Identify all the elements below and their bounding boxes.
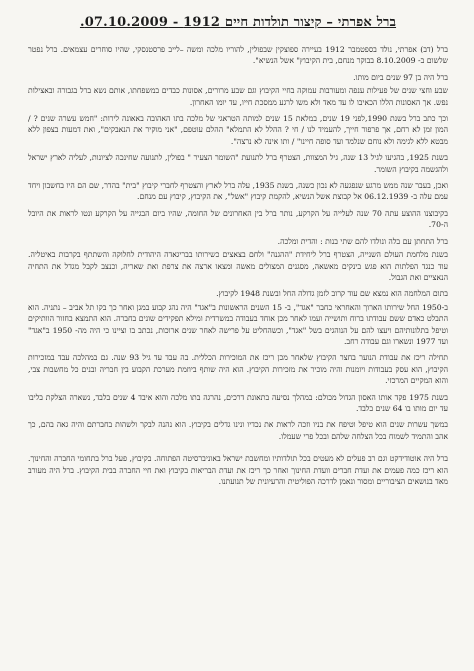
paragraph-birth: ברל (דב) אפרתי, נולד בספטמבר 1912 בעיירה ספוצקין שבפולין, להוריו מלכה ומשה –לייב פרסטנסקי, שהיו סוחרים עצמאים. ברל נפטר שלשום ב- 8.10.2009 בבוקר מנחם, בית הקיבוץ" אשל הנשיא". xyxy=(28,45,448,66)
paragraph-life-summary: שבע וחצי שנים של פעילות ענפה ומעורבות עמוקה בחיי הקיבוץ וגם שבע מרורים, אסונות כבדים במשפחתו, אותם נשא ברל בגבורה ובאצילות נפש. אך האסונות הללו הכאיבו לו עד מאד ולא משו לרגע ממסכת חייו, עד יומו האחרון. xyxy=(28,86,448,107)
paragraph-youth-movement: בשנת 1925, בהגיעו לגיל 13 שנה, גיל המצוות, הצטרף ברל לתנועת "השומר הצעיר " בפולין, לתנועה שחינכה לציונות, לעליה לארץ ישראל ולהגשמה בקיבוץ השומר. xyxy=(28,153,448,174)
paragraph-aliyah: ואכן, בעבר שנה ממש מרגע שנפגעה לא נכון כשנה, בשנת 1935, עלה ברל לארץ והצטרף לחברי קיבוץ "בית" בהדר, שם הם היו בחשבון ויחד עמם עלה ב- 06.12.1939 אל קבוצת אשל הנשיא, להקמת קיבוץ "אשל", את הקיבוץ, קיבוץ עם מנחם. xyxy=(28,181,448,202)
paragraph-wwii: בשנת מלחמת העולם השנייה, הצטרף ברל ליחידת "ההגנה" ולחם בצאצים כשירותו בבריגאדה היהודית לחלוקה והשתתף בקרבות באיטליה. עוד כנגד הפלתות הוא פגש בינקים מאשאה, מסגנים המצולים מאשה ומצאו ארצה את צרפת ואת שאריה, וכנצב לקבל מגדל את התחיה הנאציים ואת הגבול. xyxy=(28,250,448,282)
paragraph-age: ברל היה בן 97 שנים ביום מותו. xyxy=(353,72,448,82)
paragraph-1975: בשנת 1975 פקד אותו האסון הגדול מכולם: במהלך נסיעה בתאונת דרכים, נהרגה בתו מלכה והוא איבד 4 שנים בלבד, נשארה הצלקת בליבו עד יום מותו בו 64 שנים בלבד. xyxy=(28,392,449,413)
paragraph-post-war: בתום המלחמה הוא נמצא שם עוד קרוב לזמן גדולה החל ובשנת 1948 לקיבוץ. xyxy=(216,289,448,299)
paragraph-family: ברל התחתן עם בלה ונולדו להם שתי בנות : והדית ומלכה. xyxy=(277,236,448,246)
paragraph-secretariat: תחילה ריכז את עבודת הנוער בחצר הקיבוץ שלאחר מכן ריכז את המוכירות הכללית. בה עבד עד גיל 93 שנה. גם במהלכה עבד במזכירות הקיבוץ, הוא עסק בעבודות ויומנות והיה מוכיר את מזכירות הקיבוץ. הוא היה שותף ביוזמת מערכת הקבוע בין חבריה ובנים כל מחשבות צבי, והוא המקיים המרכזי. xyxy=(28,353,448,386)
paragraph-1990-writing: וכך כתב ברל בשנת 1990,לפני 19 שנים, במלאת 15 שנים למותה הטראגי של מלכה בתו האהובה באאונה לירות: "חמש עשרה שנים ? / המון זמן לא רחם, אך פרפור חייך, להעמיד לנו / חי ? ההלל לא התמלא" ההלם עוטפם, "אני מוקיר את הנאבקים", ואת דמעות בצפון ללא מבטא ללא לגימה ולא נוחם שנלמד ועד סופה חיינו" / ותו אינה לא נרצה". xyxy=(28,114,448,146)
paragraph-autodidact: ברל היה אוטודידקט וגם רב פעלים לא מעטים בכל תולדותיו ומחשבת ישראל באוניברסיטה הפתוחה. בקיבוץ, פעל ברל בתחומי החברה והחינוך. הוא ריכז כמה פעמים את ועדת חברים וועדת החינוך ואחר כך ריכז את ועדת הבריאות בקיבוץ ואת חיי החברה בבית הקיבוץ. ברל היה מעורב מאד בנושאים הציבוריים ומסור ונאמן לדרכה הפוליטית והרעיונית של תנועתנו. xyxy=(28,454,448,486)
paragraph-egged: ב-1950 החל שירותו הארוך והאחראי כחבר "אגד", ב- 15 השנים הראשונות ב"אגד" היה נהג קבוע במגן ואחר כך בקו תל אביב – נתניה. הוא התבלט כאדם ששם עבודתו ברוח ותושייה ועמו לאחר מכן אוחד בעבודה במשרדית ומילא תפקידים שונים בחברה. הוא התמצא בחזור הוותיקים וטיפל בתלונותיהם ויעצו להם על הנוהגים בשל "אגד", וכשהחליט על פרישה לאחר שנים ארוכות, נכתב בו וציינו כי היה מה- 1950 ב"אגד" ועד 1977 ונשארו וגם עבודה רחב. xyxy=(28,302,448,346)
paragraph-kibbutz-70: בקיבוצנו ההוצע עתה 70 שנה לעלייה על הקרקע, נותר ברל בין האחרונים של החומה, שהיו ביום הבגייה על הקרקע ונטו לראות את היובל ה-70. xyxy=(28,208,448,230)
paragraph-grandchildren: במשך עשרות שנים הוא טיפל וטיפח את בניו וזכה לראות את נכדיו ונינו גדלים בקיבוץ. הוא נהנה לבקר ולשהות בחברתם והיה גאה בהם, כך אהב והתמיד לשמוח בכל הצלחה שלהם ובכל פרי שעמלו. xyxy=(28,420,448,441)
document-title: ברל אפרתי – קיצור תולדות חיים 1912 - 07.10.2009. xyxy=(79,15,397,30)
